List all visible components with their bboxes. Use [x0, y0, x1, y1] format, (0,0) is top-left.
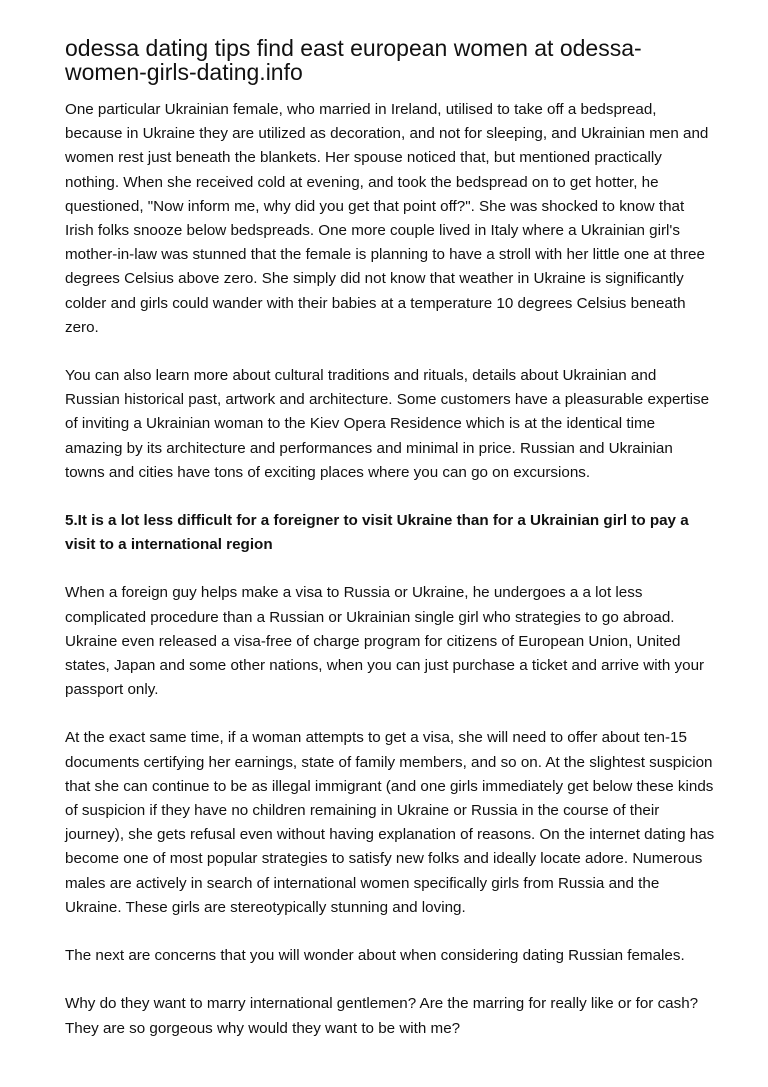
paragraph-concerns-intro: The next are concerns that you will wonder about when considering dating Russian females.	[65, 947, 685, 965]
paragraph-woman-visa: At the exact same time, if a woman attempts to get a visa, she will need to offer about ten-15 documents certifying her earnings, state of family members, and so on. At the slightest suspicion that she can continue to be as illegal immigrant (and one girls immediately get below these kinds of suspicion if they have no children remaining in Ukraine or Russia in the course of their journey), she gets refusal even without having explanation of reasons. On the internet dating has become one of most popular strategies to satisfy new folks and ideally locate adore. Numerous males are actively in search of international women specifically girls from Russia and the Ukraine. These girls are stereotypically stunning and loving.	[65, 729, 715, 916]
section-heading-visa: 5.It is a lot less difficult for a foreigner to visit Ukraine than for a Ukrainian girl to pay a visit to a international region	[65, 512, 689, 554]
page-title: odessa dating tips find east european women at odessa-women-girls-dating.info	[65, 35, 642, 85]
document-page	[65, 36, 715, 1065]
paragraph-cultural-traditions: You can also learn more about cultural traditions and rituals, details about Ukrainian and Russian historical past, artwork and architecture. Some customers have a pleasurable expertise of inviting a Ukrainian woman to the Kiev Opera Residence which is at the identical time amazing by its architecture and performances and minimal in price. Russian and Ukrainian towns and cities have tons of exciting places where you can go on excursions.	[65, 367, 710, 481]
paragraph-questions: Why do they want to marry international gentlemen? Are the marring for really like or for cash? They are so gorgeous why would they want to be with me?	[65, 995, 699, 1037]
paragraph-bedspread-story: One particular Ukrainian female, who married in Ireland, utilised to take off a bedspread, because in Ukraine they are utilized as decoration, and not for sleeping, and Ukrainian men and women rest just beneath the blankets. Her spouse noticed that, but mentioned practically nothing. When she received cold at evening, and took the bedspread on to get hotter, he questioned, "Now inform me, why did you get that point off?". She was shocked to know that Irish folks snooze below bedspreads. One more couple lived in Italy where a Ukrainian girl's mother-in-law was stunned that the female is planning to have a stroll with her little one at three degrees Celsius above zero. She simply did not know that weather in Ukraine is significantly colder and girls could wander with their babies at a temperature 10 degrees Celsius beneath zero.	[65, 101, 709, 336]
paragraph-foreign-visa: When a foreign guy helps make a visa to Russia or Ukraine, he undergoes a a lot less complicated procedure than a Russian or Ukrainian single girl who strategies to go abroad. Ukraine even released a visa-free of charge program for citizens of European Union, United states, Japan and some other nations, when you can just purchase a ticket and arrive with your passport only.	[65, 584, 705, 699]
